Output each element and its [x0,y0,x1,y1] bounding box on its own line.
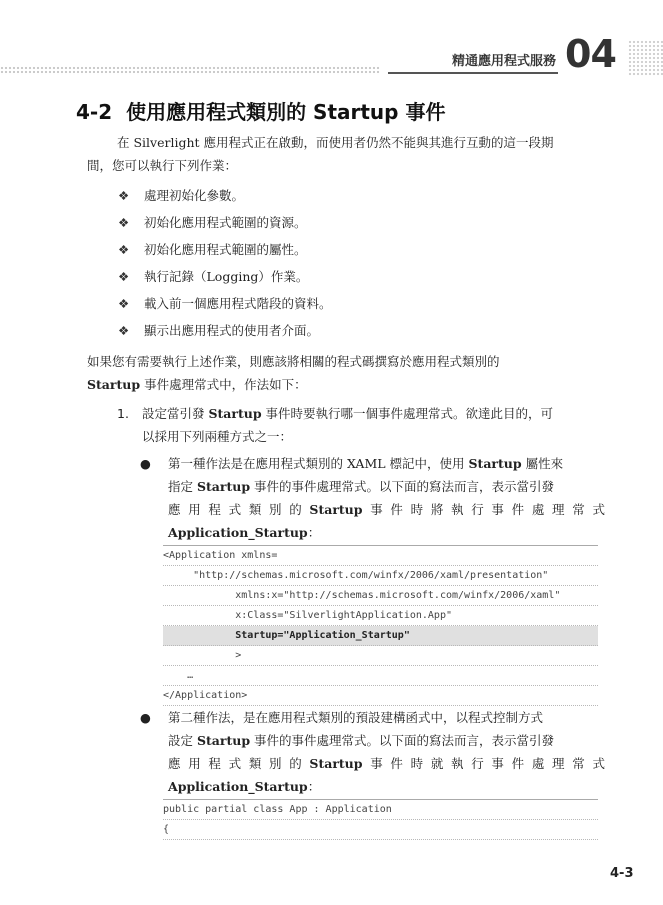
code-line: > [163,646,598,666]
diamond-bullet-icon: ❖ [118,215,130,230]
code-block-csharp [163,799,598,840]
method-2-text: 第二種作法，是在應用程式類別的預設建構函式中，以程式控制方式 設定 Startup 事件的事件處理常式。以下面的寫法而言，表示當引發 應 用 程 式 類 別 的 Startup 事 件 時 就 執 行 事 件 處 理 常 式 Application_Startup： [168,710,605,794]
step-1 [117,402,607,448]
diamond-bullet-icon: ❖ [118,296,130,311]
code-line: { [163,820,598,840]
method-2 [140,706,605,798]
code-line: … [163,666,598,686]
diamond-bullet-icon: ❖ [118,323,130,338]
list-item: ❖ 處理初始化參數。 [118,182,598,209]
chapter-title: 精通應用程式服務 [452,54,557,69]
section-heading [76,96,445,125]
list-item: ❖ 載入前一個應用程式階段的資料。 [118,290,598,317]
diamond-bullet-icon: ❖ [118,269,130,284]
diamond-bullet-icon: ❖ [118,188,130,203]
intro-line-1: 在 Silverlight 應用程式正在啟動，而使用者仍然不能與其進行互動的這一段期 [117,135,554,150]
code-line-highlighted: Startup="Application_Startup" [163,626,598,646]
intro-paragraph [87,131,607,177]
section-title: 使用應用程式類別的 Startup 事件 [126,100,446,124]
code-line: </Application> [163,686,598,706]
bullet-dot-icon: ● [140,710,151,725]
chapter-number: 04 [565,32,616,76]
bullet-dot-icon: ● [140,456,151,471]
list-item: ❖ 顯示出應用程式的使用者介面。 [118,317,598,344]
code-line: x:Class="SilverlightApplication.App" [163,606,598,626]
method-2-line-3: 應 用 程 式 類 別 的 Startup 事 件 時 就 執 行 事 件 處 理 常 式 [168,756,605,771]
paragraph-2 [87,350,607,396]
step-text: 設定當引發 Startup 事件時要執行哪一個事件處理常式。欲達此目的，可 以採用下列兩種方式之一： [142,406,554,444]
method-1-line-3: 應 用 程 式 類 別 的 Startup 事 件 時 將 執 行 事 件 處 理 常 式 [168,502,605,517]
task-list [118,182,598,344]
step-number: 1. [117,406,129,421]
method-1 [140,452,605,544]
list-item: ❖ 初始化應用程式範圍的資源。 [118,209,598,236]
diamond-bullet-icon: ❖ [118,242,130,257]
para2-line-1: 如果您有需要執行上述作業，則應該將相關的程式碼撰寫於應用程式類別的 [87,354,500,369]
code-line: public partial class App : Application [163,799,598,820]
code-line: "http://schemas.microsoft.com/winfx/2006/xaml/presentation" [163,566,598,586]
method-1-text: 第一種作法是在應用程式類別的 XAML 標記中，使用 Startup 屬性來 指定 Startup 事件的事件處理常式。以下面的寫法而言，表示當引發 應 用 程 式 類 別 的 Startup 事 件 時 將 執 行 事 件 處 理 常 式 Application_Startup： [168,456,605,540]
list-item: ❖ 初始化應用程式範圍的屬性。 [118,236,598,263]
page-number: 4-3 [610,866,634,881]
code-block-xaml [163,545,598,706]
list-item: ❖ 執行記錄（Logging）作業。 [118,263,598,290]
intro-line-2: 間，您可以執行下列作業： [87,158,238,173]
code-line: xmlns:x="http://schemas.microsoft.com/winfx/2006/xaml" [163,586,598,606]
code-line: <Application xmlns= [163,545,598,566]
header-rule [388,72,558,74]
header-dot-pattern [0,66,380,75]
header-dot-pattern-right [628,40,663,76]
para2-line-2: Startup 事件處理常式中，作法如下： [87,377,307,392]
section-number: 4-2 [76,100,113,124]
